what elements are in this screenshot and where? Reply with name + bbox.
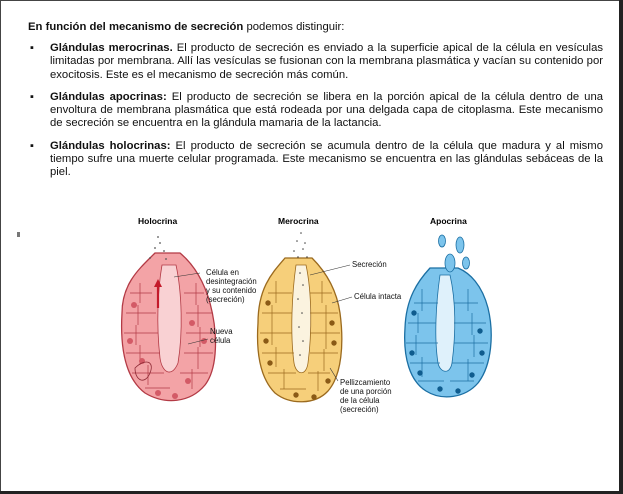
intro-paragraph: [28, 20, 598, 34]
term-sep: :: [162, 90, 167, 103]
term-sep: .: [169, 42, 173, 54]
desc-holocrinas: El producto de secreción se acumula dentro de la célula que madura y al mismo tiempo sufre una muerte celular programada. Este mecanismo se encuentra en las glándulas sebáceas de la piel.: [50, 139, 603, 179]
label-pell-2: de una porción: [340, 387, 392, 396]
intro-bold: En función del mecanismo de secreción: [28, 21, 244, 33]
term-holocrinas: Glándulas holocrinas: [50, 139, 167, 152]
label-nueva-2: célula: [210, 336, 231, 345]
list-item-apocrinas: [28, 91, 603, 131]
term-apocrinas: Glándulas apocrinas: [50, 90, 163, 103]
label-celula-4: (secreción): [206, 295, 245, 304]
bullet-icon: ▪: [30, 42, 34, 54]
label-celula-3: y su contenido: [206, 286, 257, 295]
bullet-icon: ▪: [30, 90, 34, 103]
desc-apocrinas: El producto de secreción se libera en la porción apical de la célula dentro de una envoltura de membrana plasmática que está rodeada por una delgada capa de citoplasma. Este mecanismo de secreción se encuentra en la glándula mamaria de la lactancia.: [50, 90, 604, 130]
label-pell-3: de la célula: [340, 396, 380, 405]
label-nueva-1: Nueva: [210, 327, 233, 336]
label-celula-2: desintegración: [206, 277, 257, 286]
intro-rest: podemos distinguir:: [243, 21, 345, 33]
label-intacta: Célula intacta: [354, 292, 402, 301]
list-item-holocrinas: [28, 140, 603, 180]
label-secrecion: Secreción: [352, 260, 387, 269]
label-pell-4: (secreción): [340, 405, 379, 414]
term-merocrinas: Glándulas merocrinas: [50, 42, 170, 54]
label-pell-1: Pellizcamiento: [340, 378, 391, 387]
bullet-icon: ▪: [30, 139, 34, 152]
secretion-figure: [100, 213, 500, 428]
title-holocrina: Holocrina: [138, 216, 178, 226]
margin-mark: [17, 232, 20, 237]
title-merocrina: Merocrina: [278, 216, 319, 226]
desc-merocrinas: El producto de secreción es enviado a la superficie apical de la célula en vesículas limitadas por membrana. Allí las vesículas se fusionan con la membrana plasmática y vacían su contenido por exocitosis. Este es el mecanismo de secreción más común.: [50, 42, 603, 81]
holocrine-gland: [122, 236, 216, 400]
apocrine-gland: [405, 235, 492, 397]
label-celula-1: Célula en: [206, 268, 239, 277]
title-apocrina: Apocrina: [430, 216, 467, 226]
merocrine-gland: [258, 232, 342, 402]
frame-shadow-right: [619, 0, 623, 494]
gland-list: [28, 42, 603, 189]
list-item-merocrinas: [28, 42, 603, 82]
term-sep: :: [166, 139, 171, 152]
